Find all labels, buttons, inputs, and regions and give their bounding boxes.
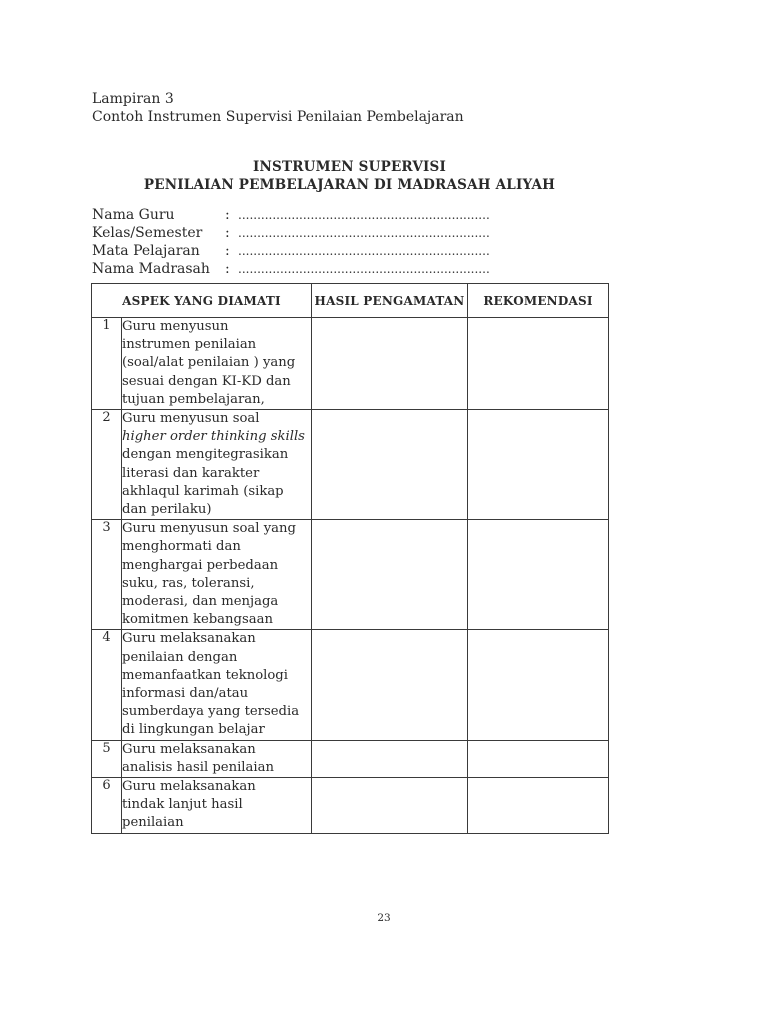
table-row [92,630,609,740]
table-row [92,778,609,834]
recommendation-cell[interactable] [468,318,609,410]
aspect-line: dan perilaku) [122,502,212,518]
form-colon: : [225,225,230,241]
result-cell[interactable] [312,520,468,630]
aspect-line: literasi dan karakter [122,465,260,481]
row-number: 3 [92,520,122,630]
form-blank-line: .................................................................. [238,226,490,240]
aspect-line: Guru melaksanakan [122,741,256,757]
document-title-line-2: PENILAIAN PEMBELAJARAN DI MADRASAH ALIYAH [143,177,556,193]
row-number: 2 [92,410,122,520]
form-label: Nama Madrasah [92,261,210,277]
result-cell[interactable] [312,740,468,777]
aspect-line: instrumen penilaian [122,337,257,353]
aspect-line: Guru menyusun soal yang [122,521,296,537]
result-cell[interactable] [312,318,468,410]
row-number: 4 [92,630,122,740]
supervision-table [91,283,609,834]
page-number: 23 [377,912,391,924]
row-number: 1 [92,318,122,410]
recommendation-cell[interactable] [468,740,609,777]
attachment-label: Lampiran 3 [92,91,174,107]
aspect-line: suku, ras, toleransi, [122,575,255,591]
aspect-cell [122,410,312,520]
aspect-line: komitmen kebangsaan [122,612,273,628]
recommendation-cell[interactable] [468,630,609,740]
aspect-line: Guru menyusun soal [122,411,260,427]
aspect-line: moderasi, dan menjaga [122,594,279,610]
aspect-line: sumberdaya yang tersedia [122,704,300,720]
aspect-cell [122,778,312,834]
aspect-cell [122,740,312,777]
aspect-line: penilaian dengan [122,649,238,665]
aspect-line: menghargai perbedaan [122,557,279,573]
aspect-line: dengan mengitegrasikan [122,447,289,463]
form-blank-line: .................................................................. [238,244,490,258]
aspect-cell [122,318,312,410]
aspect-line: tujuan pembelajaran, [122,391,265,407]
table-row [92,520,609,630]
aspect-line: Guru melaksanakan [122,631,256,647]
row-number: 5 [92,740,122,777]
aspect-line: akhlaqul karimah (sikap [122,483,284,499]
document-title [92,158,607,194]
header-aspect: ASPEK YANG DIAMATI [92,284,312,318]
result-cell[interactable] [312,778,468,834]
table-row [92,740,609,777]
aspect-line: sesuai dengan KI-KD dan [122,373,291,389]
result-cell[interactable] [312,630,468,740]
aspect-line: menghormati dan [122,539,241,555]
result-cell[interactable] [312,410,468,520]
aspect-line: di lingkungan belajar [122,722,265,738]
aspect-line: Guru menyusun [122,319,229,334]
form-blank-line: .................................................................. [238,208,490,222]
form-colon: : [225,207,230,223]
header-result: HASIL PENGAMATAN [312,284,468,318]
recommendation-cell[interactable] [468,410,609,520]
form-blank-line: .................................................................. [238,262,490,276]
table-row [92,410,609,520]
form-label: Nama Guru [92,207,175,223]
aspect-cell [122,630,312,740]
row-number: 6 [92,778,122,834]
form-label: Kelas/Semester [92,225,203,241]
aspect-line: higher order thinking skills [122,429,305,445]
form-colon: : [225,243,230,259]
aspect-line: (soal/alat penilaian ) yang [122,355,296,371]
recommendation-cell[interactable] [468,520,609,630]
document-title-line-1: INSTRUMEN SUPERVISI [252,159,447,175]
header-recommendation: REKOMENDASI [468,284,609,318]
aspect-line: penilaian [122,815,184,831]
table-row [92,318,609,410]
aspect-cell [122,520,312,630]
aspect-line: tindak lanjut hasil [122,797,243,813]
aspect-line: analisis hasil penilaian [122,759,274,775]
aspect-line: Guru melaksanakan [122,779,256,795]
aspect-line: memanfaatkan teknologi [122,667,288,683]
form-colon: : [225,261,230,277]
attachment-heading [92,90,464,126]
table-header-row [92,284,609,318]
aspect-line: informasi dan/atau [122,686,249,702]
form-label: Mata Pelajaran [92,243,200,259]
attachment-subtitle: Contoh Instrumen Supervisi Penilaian Pembelajaran [92,109,464,125]
recommendation-cell[interactable] [468,778,609,834]
